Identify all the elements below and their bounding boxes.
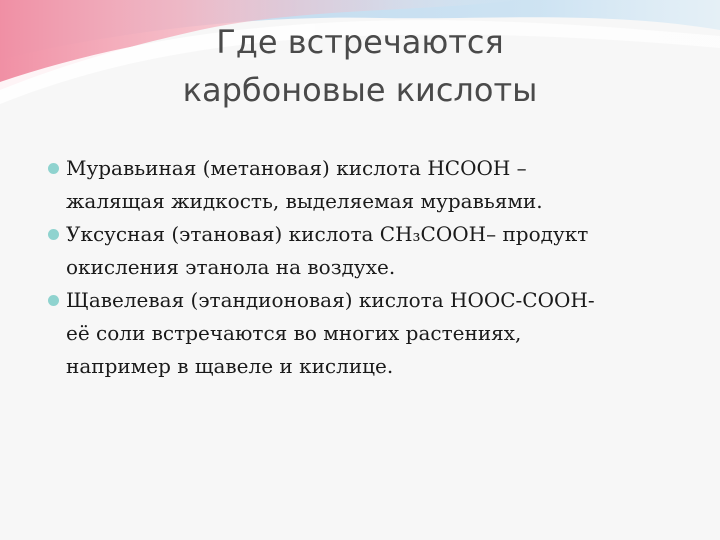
bullet-line: Уксусная (этановая) кислота СН₃СООН– продукт <box>66 222 589 246</box>
bullet-line: окисления этанола на воздухе. <box>66 255 396 279</box>
bullet-dot-icon <box>48 229 59 240</box>
bullet-item-oxalic-acid <box>44 284 684 383</box>
bullet-line: жалящая жидкость, выделяемая муравьями. <box>66 189 543 213</box>
slide-title <box>60 18 660 114</box>
bullet-item-formic-acid <box>44 152 684 218</box>
title-line-2: карбоновые кислоты <box>182 71 538 109</box>
title-line-1: Где встречаются <box>216 23 504 61</box>
bullet-line: Щавелевая (этандионовая) кислота НООС-СООН- <box>66 288 595 312</box>
bullet-dot-icon <box>48 163 59 174</box>
bullet-line: например в щавеле и кислице. <box>66 354 394 378</box>
bullet-list <box>44 152 684 383</box>
bullet-line: её соли встречаются во многих растениях, <box>66 321 522 345</box>
bullet-dot-icon <box>48 295 59 306</box>
bullet-item-acetic-acid <box>44 218 684 284</box>
bullet-line: Муравьиная (метановая) кислота НСООН – <box>66 156 527 180</box>
